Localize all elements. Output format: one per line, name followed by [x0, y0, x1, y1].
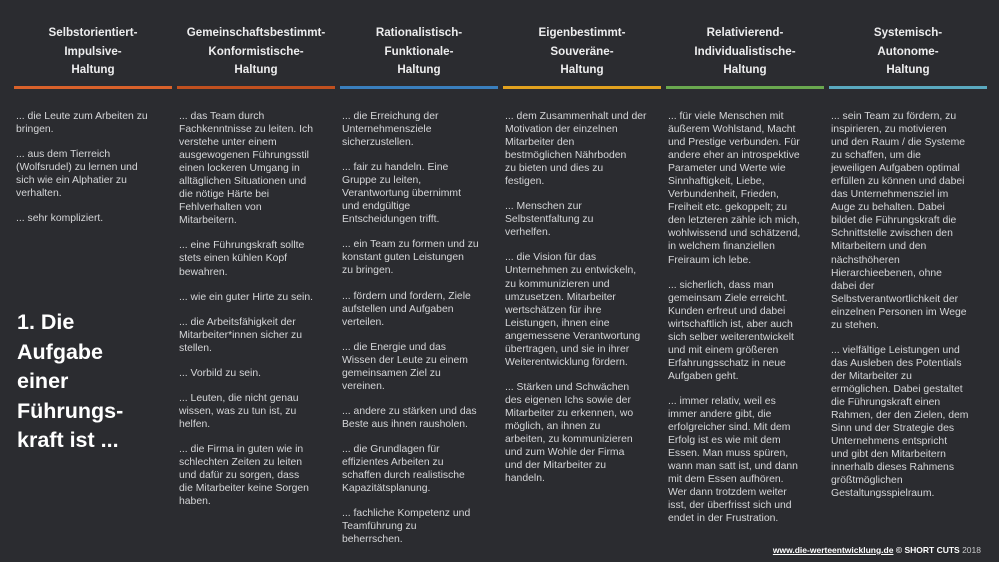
footer-brand: © SHORT CUTS	[895, 545, 960, 555]
column-5-title: Relativierend- Individualistische- Haltung	[694, 26, 796, 76]
column-4-item: ... dem Zusammenhalt und der Motivation der einzelnen Mitarbeiter den bestmöglichen Nährboden zu bieten und dies zu festigen.	[505, 111, 647, 188]
column-4-body	[505, 110, 661, 497]
column-2-item: ... die Firma in guten wie in schlechten Zeiten zu leiten und dafür zu sorgen, dass die Mitarbeiter keine Sorgen haben.	[179, 443, 309, 508]
column-2-item: ... die Arbeitsfähigkeit der Mitarbeiter*innen sicher zu stellen.	[179, 316, 303, 354]
column-3-item: ... die Grundlagen für effizientes Arbeiten zu schaffen durch realistische Kapazitätsplanung.	[342, 443, 465, 495]
column-5-body	[668, 110, 824, 537]
column-6-body	[831, 110, 987, 512]
footer-year: 2018	[962, 545, 981, 555]
column-2-item: ... Vorbild zu sein.	[179, 367, 262, 379]
column-3-body	[342, 110, 498, 558]
column-1-item: ... aus dem Tierreich (Wolfsrudel) zu lernen und sich wie ein Alphatier zu verhalten.	[16, 149, 138, 200]
column-2-title: Gemeinschaftsbestimmt- Konformistische- Haltung	[186, 26, 326, 76]
column-3-item: ... andere zu stärken und das Beste aus ihnen rausholen.	[342, 405, 477, 430]
column-1-body	[16, 110, 172, 237]
column-5-item: ... für viele Menschen mit äußerem Wohlstand, Macht und Prestige verbunden. Für andere eher an introspektive Parameter und Werte wie Sinnhaftigkeit, Liebe, Verbundenheit, Frieden, Freiheit etc. gekoppelt; zu den letzteren zähle ich mich, wohlwissend und schätzend, in welchem finanziellen Freiraum ich lebe.	[668, 111, 801, 266]
column-2-item: ... wie ein guter Hirte zu sein.	[179, 291, 313, 303]
column-6-title: Systemisch- Autonome- Haltung	[873, 26, 943, 76]
column-2-rule	[177, 86, 335, 89]
column-2-item: ... eine Führungskraft sollte stets einen kühlen Kopf bewahren.	[179, 240, 305, 278]
footer-website-link[interactable]: www.die-werteentwicklung.de	[772, 545, 894, 555]
column-1-item: ... sehr kompliziert.	[16, 213, 104, 225]
column-4-item: ... Stärken und Schwächen des eigenen Ichs sowie der Mitarbeiter zu erkennen, wo möglich, an ihnen zu arbeiten, zu kommunizieren und zum Wohle der Firma und der Mitarbeiter zu handeln.	[505, 381, 634, 485]
column-3-rule	[340, 86, 498, 89]
column-5-rule	[666, 86, 824, 89]
column-6-item: ... vielfältige Leistungen und das Ausleben des Potentials der Mitarbeiter zu ermöglichen. Dabei gestaltet die Führungskraft einen Rahmen, der den Zielen, dem Sinn und der Strategie des Unternehmens entspricht und gibt den Mitarbeitern innerhalb dieses Rahmens größtmöglichen Gestaltungsspielraum.	[831, 344, 969, 500]
column-3-item: ... die Energie und das Wissen der Leute zu einem gemeinsamen Ziel zu vereinen.	[342, 341, 468, 392]
column-4-item: ... Menschen zur Selbstentfaltung zu verhelfen.	[505, 201, 594, 239]
column-2-body	[179, 110, 335, 520]
column-3-item: ... fair zu handeln. Eine Gruppe zu leiten, Verantwortung übernimmt und endgültige Entscheidungen trifft.	[342, 162, 461, 226]
column-1-rule	[14, 86, 172, 89]
column-1-title: Selbstorientiert- Impulsive- Haltung	[48, 26, 138, 76]
column-6-item: ... sein Team zu fördern, zu inspirieren, zu motivieren und den Raum / die Systeme zu schaffen, um die jeweiligen Aufgaben optimal erfüllen zu können und dabei das Unternehmensziel im Auge zu behalten. Dabei bildet die Führungskraft die Schnittstelle zwischen den Mitarbeitern und den nächsthöheren Hierarchieebenen, ohne dabei der Selbstverantwortlichkeit der einzelnen Personen im Wege zu stehen.	[831, 111, 967, 331]
column-2-item: ... das Team durch Fachkenntnisse zu leiten. Ich verstehe unter einem ausgewogenen Führungsstil einen lockeren Umgang in alltäglichen Situationen und die nötige Härte bei Fehlverhalten von Mitarbeitern.	[179, 111, 313, 227]
column-2-item: ... Leuten, die nicht genau wissen, was zu tun ist, zu helfen.	[179, 392, 299, 430]
footer	[773, 545, 981, 555]
column-3-item: ... fördern und fordern, Ziele aufstellen und Aufgaben verteilen.	[342, 290, 471, 328]
column-4-rule	[503, 86, 661, 89]
column-4-item: ... die Vision für das Unternehmen zu entwickeln, zu kommunizieren und umzusetzen. Mitarbeiter wertschätzen für ihre Leistungen, ihnen eine angemessene Verantwortung übertragen, und sie in ihrer Weiterentwicklung fördern.	[505, 252, 641, 368]
column-3-item: ... ein Team zu formen und zu konstant guten Leistungen zu bringen.	[342, 239, 479, 277]
column-3-title: Rationalistisch- Funktionale- Haltung	[375, 26, 463, 76]
main-title: 1. Die Aufgabe einer Führungs- kraft ist ...	[17, 310, 124, 452]
column-1-item: ... die Leute zum Arbeiten zu bringen.	[16, 111, 148, 136]
column-4-title: Eigenbestimmt- Souveräne- Haltung	[538, 26, 626, 76]
column-3-item: ... fachliche Kompetenz und Teamführung zu beherrschen.	[342, 508, 471, 546]
column-6-rule	[829, 86, 987, 89]
column-5-item: ... immer relativ, weil es immer andere gibt, die erfolgreicher sind. Mit dem Erfolg ist es wie mit dem Essen. Man muss spüren, wann man satt ist, und dann mit dem Essen aufhören. Wer dann trotzdem weiter isst, der überfrisst sich und endet in der Frustration.	[668, 395, 798, 525]
column-5-item: ... sicherlich, dass man gemeinsam Ziele erreicht. Kunden erfreut und dabei wirtschaftlich ist, aber auch sich selber weiterentwickelt und mit einem größeren Erfahrungsschatz in neue Aufgaben geht.	[668, 279, 794, 382]
column-3-item: ... die Erreichung der Unternehmensziele sicherzustellen.	[342, 111, 439, 149]
